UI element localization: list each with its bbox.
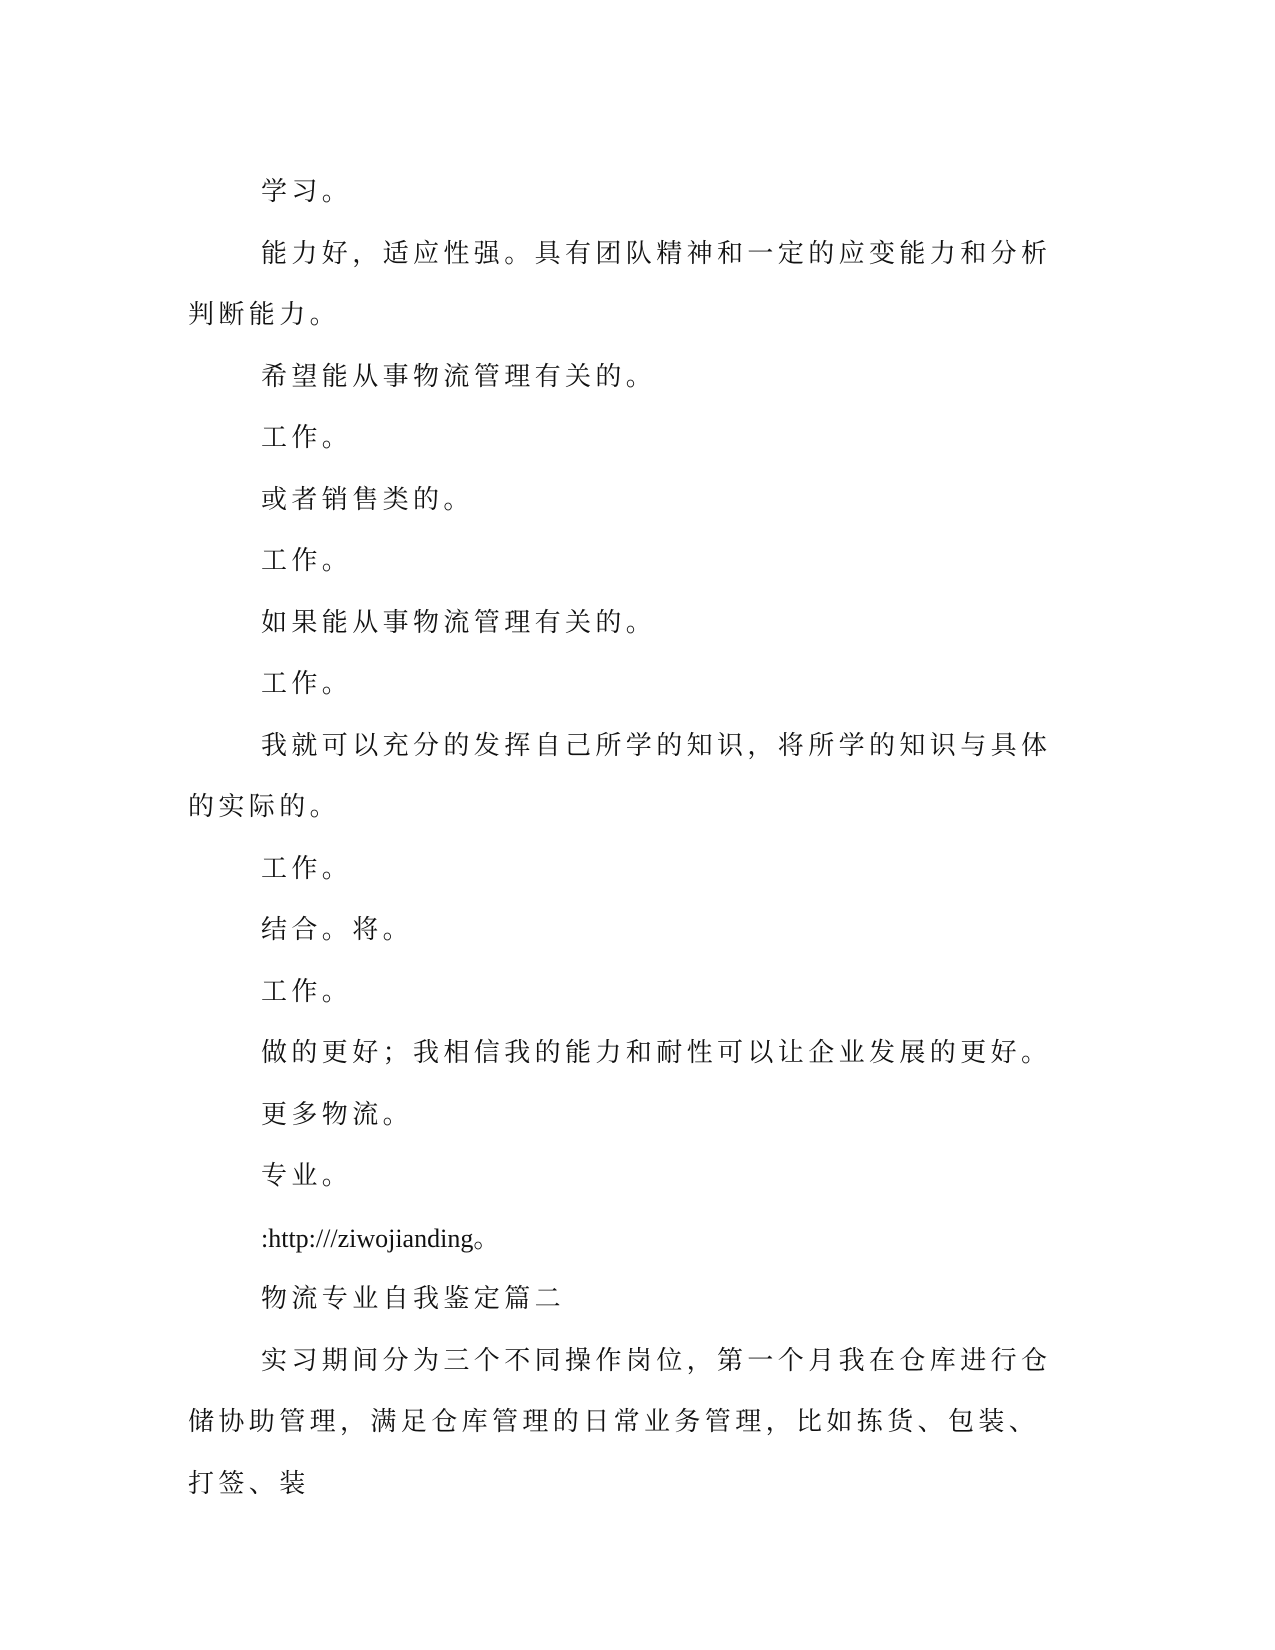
paragraph: 工作。 <box>261 853 353 884</box>
paragraph: 希望能从事物流管理有关的。 <box>261 361 657 392</box>
section-heading: 物流专业自我鉴定篇二 <box>261 1284 566 1314</box>
paragraph: 我就可以充分的发挥自己所学的知识，将所学的知识与具体的实际的。 <box>188 730 1052 822</box>
paragraph: 结合。将。 <box>261 915 414 945</box>
paragraph: 工作。 <box>261 546 353 576</box>
paragraph: 做的更好；我相信我的能力和耐性可以让企业发展的更好。 <box>261 1038 1052 1068</box>
paragraph: 能力好，适应性强。具有团队精神和一定的应变能力和分析判断能力。 <box>188 238 1052 330</box>
paragraph: 实习期间分为三个不同操作岗位，第一个月我在仓库进行仓储协助管理，满足仓库管理的日常业务管理，比如拣货、包装、打签、装 <box>188 1345 1052 1499</box>
url-paragraph: :http:///ziwojianding。 <box>261 1223 500 1253</box>
paragraph: 工作。 <box>261 669 353 699</box>
paragraph: 工作。 <box>261 976 353 1007</box>
paragraph: 更多物流。 <box>261 1099 414 1130</box>
paragraph: 学习。 <box>261 177 353 207</box>
paragraph: 工作。 <box>261 423 353 453</box>
paragraph: 或者销售类的。 <box>261 484 474 515</box>
paragraph: 如果能从事物流管理有关的。 <box>261 607 657 638</box>
paragraph: 专业。 <box>261 1161 353 1191</box>
document-body <box>188 162 1068 1515</box>
